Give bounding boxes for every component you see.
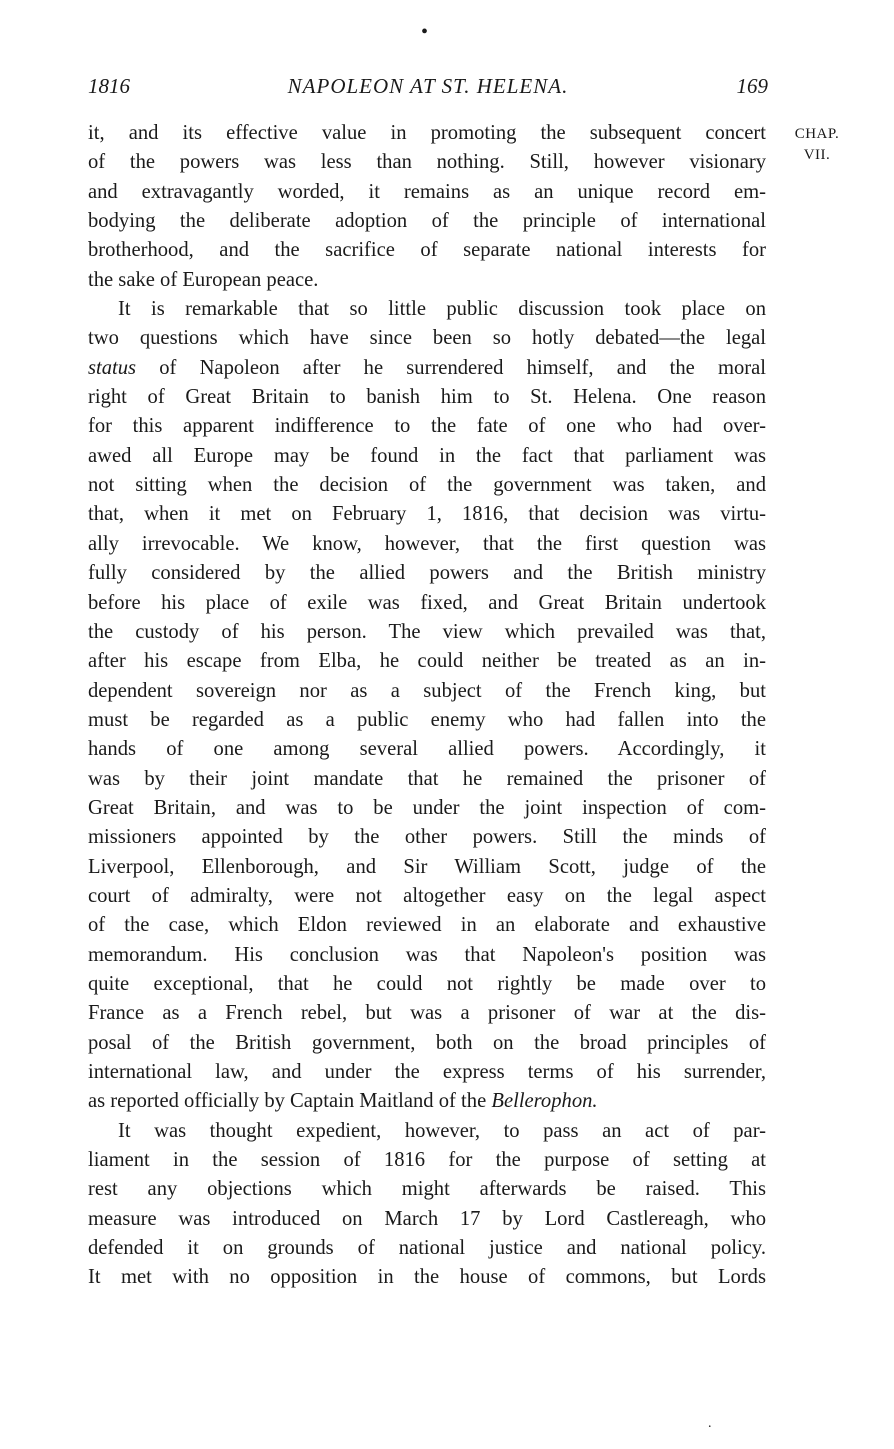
text-line: brotherhood, and the sacrifice of separate national interests for xyxy=(88,239,766,262)
text-line: international law, and under the express terms of his surrender, xyxy=(88,1061,766,1083)
text-line: that, when it met on February 1, 1816, that decision was virtu- xyxy=(88,503,766,526)
text-run: as reported officially by Captain Maitland of the xyxy=(88,1090,492,1113)
text-line: two questions which have since been so hotly debated—the legal xyxy=(88,327,766,350)
text-line: bodying the deliberate adoption of the principle of international xyxy=(88,210,766,233)
text-line: hands of one among several allied powers. Accordingly, it xyxy=(88,738,766,761)
running-title: NAPOLEON AT ST. HELENA. xyxy=(287,74,569,98)
body-text xyxy=(88,119,766,1293)
margin-note-chap: CHAP. xyxy=(794,126,840,142)
text-line: measure was introduced on March 17 by Lord Castlereagh, who xyxy=(88,1207,766,1230)
text-line: Liverpool, Ellenborough, and Sir William Scott, judge of the xyxy=(88,855,766,878)
text-line: court of admiralty, were not altogether easy on the legal aspect xyxy=(88,884,766,907)
ink-speck-top: • xyxy=(421,21,429,43)
text-line: must be regarded as a public enemy who had fallen into the xyxy=(88,708,766,731)
text-line: quite exceptional, that he could not rightly be made over to xyxy=(88,972,766,995)
header-year: 1816 xyxy=(88,74,130,98)
paragraph-1 xyxy=(88,119,766,295)
page-number: 169 xyxy=(736,74,768,98)
text-line: memorandum. His conclusion was that Napoleon's position was xyxy=(88,943,766,966)
text-line: of the powers was less than nothing. Still, however visionary xyxy=(88,151,766,174)
text-line: Great Britain, and was to be under the joint inspection of com- xyxy=(88,796,766,819)
text-line: for this apparent indifference to the fate of one who had over- xyxy=(88,415,766,438)
text-line: It was thought expedient, however, to pass an act of par- xyxy=(118,1119,766,1142)
running-head xyxy=(88,74,768,104)
text-line: the custody of his person. The view which prevailed was that, xyxy=(88,620,766,643)
text-line: was by their joint mandate that he remained the prisoner of xyxy=(88,767,766,790)
text-line: France as a French rebel, but was a prisoner of war at the dis- xyxy=(88,1002,766,1025)
text-line: it, and its effective value in promoting the subsequent concert xyxy=(88,122,766,144)
margin-note-number: VII. xyxy=(803,147,831,163)
text-run: of Napoleon after he surrendered himself, and the moral xyxy=(136,356,766,379)
text-line: ally irrevocable. We know, however, that the first question was xyxy=(88,532,766,555)
ink-speck-bottom: . xyxy=(708,1416,712,1431)
text-line-mixed xyxy=(88,1087,766,1116)
text-line: rest any objections which might afterwards be raised. This xyxy=(88,1178,766,1201)
text-line: dependent sovereign nor as a subject of the French king, but xyxy=(88,679,766,702)
text-line: liament in the session of 1816 for the purpose of setting at xyxy=(88,1149,766,1172)
text-line: It is remarkable that so little public discussion took place on xyxy=(118,298,766,321)
italic-term-status: status xyxy=(88,356,137,379)
text-line: awed all Europe may be found in the fact that parliament was xyxy=(88,444,766,467)
text-line: and extravagantly worded, it remains as an unique record em- xyxy=(88,180,766,203)
text-line: right of Great Britain to banish him to St. Helena. One reason xyxy=(88,386,766,409)
text-line: It met with no opposition in the house of commons, but Lords xyxy=(88,1266,766,1289)
text-line: defended it on grounds of national justice and national policy. xyxy=(88,1237,766,1260)
paragraph-2 xyxy=(88,295,766,1117)
italic-ship-name: Bellerophon. xyxy=(491,1090,598,1113)
text-line: after his escape from Elba, he could neither be treated as an in- xyxy=(88,650,766,673)
text-line: posal of the British government, both on the broad principles of xyxy=(88,1031,766,1054)
chapter-margin-note xyxy=(774,124,860,166)
text-line-mixed xyxy=(88,354,766,383)
paragraph-3 xyxy=(88,1117,766,1293)
text-line: fully considered by the allied powers and the British ministry xyxy=(88,562,766,585)
text-line: not sitting when the decision of the government was taken, and xyxy=(88,474,766,497)
text-line: of the case, which Eldon reviewed in an elaborate and exhaustive xyxy=(88,914,766,937)
text-line: before his place of exile was fixed, and Great Britain undertook xyxy=(88,591,766,614)
text-line: the sake of European peace. xyxy=(88,268,319,291)
text-line: missioners appointed by the other powers. Still the minds of xyxy=(88,826,766,849)
